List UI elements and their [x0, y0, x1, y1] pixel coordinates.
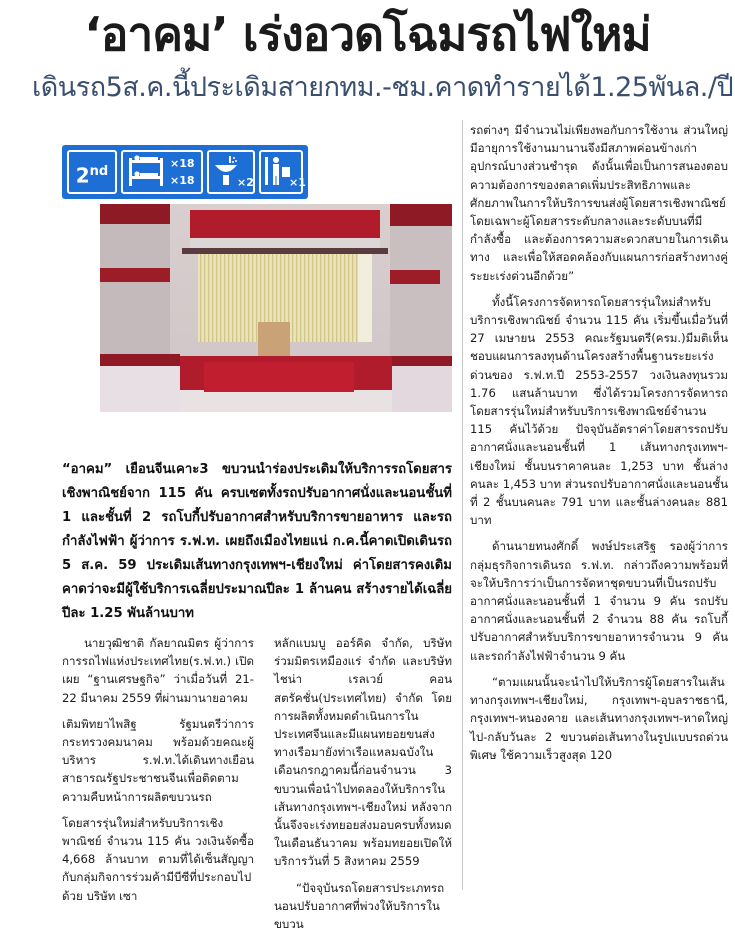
paragraph: เติมพิทยาไพสิฐ รัฐมนตรีว่าการกระทรวงคมนาคม พร้อมด้วยคณะผู้บริหาร ร.ฟ.ท.ได้เดินทางเยือนสาธารณรัฐประชาชนจีนเพื่อติดตามความคืบหน้าการผลิตขบวนรถ — [62, 716, 254, 804]
restroom-count: ×1 — [289, 176, 306, 189]
washbasin-count: ×2 — [237, 176, 254, 189]
lede-text: เยือนจีนเคาะ3 ขบวนนำร่องประเดิมให้บริการรถโดยสารเชิงพาณิชย์จาก 115 คัน ครบเซตทั้งรถปรับอากาศนั่งและนอนชั้นที่ 1 และชั้นที่ 2 รถโบกี้ปรับอากาศสำหรับบริการขายอาหาร และรถกำลังไฟฟ้า ผู้ว่าการ ร.ฟ.ท. เผยถึงเมืองไทยแน่ ก.ค.นี้คาดเปิดเดินรถ 5 ส.ค. 59 ประเดิมเส้นทางกรุงเทพฯ-เชียงใหม่ ค่าโดยสารคงเดิม คาดว่าจะมีผู้ใช้บริการเฉลี่ยประมาณปีละ 1 ล้านคน สร้างรายได้เฉลี่ยปีละ 1.25 พันล้านบาท — [62, 462, 452, 621]
paragraph: หลักแบมบู ออร์คิด จำกัด, บริษัท ร่วมมิตรเหมืองแร่ จำกัด และบริษัท ไชน่า เรลเวย์ คอนสตรัคชั่น(ประเทศไทย) จำกัด โดยการผลิตทั้งหมดดำเนินการในประเทศจีนและมีแผนทยอยขนส่งทางเรือมายังท่าเรือแหลมฉบังในเดือนกรกฎาคมนี้ก่อนจำนวน 3 ขบวนเพื่อนำไปทดลองให้บริการในเส้นทางกรุงเทพฯ-เชียงใหม่ หลังจากนั้นจึงจะเร่งทยอยส่งมอบครบทั้งหมดในเดือนธันวาคม พร้อมทยอยเปิดให้บริการวันที่ 5 สิงหาคม 2559 — [274, 636, 452, 869]
train-interior-photo — [100, 204, 452, 412]
paragraph: นายวุฒิชาติ กัลยาณมิตร ผู้ว่าการการรถไฟแห่งประเทศไทย(ร.ฟ.ท.) เปิดเผย “ฐานเศรษฐกิจ” ว่าเมื่อวันที่ 21-22 มีนาคม 2559 ที่ผ่านมานายอาคม — [62, 636, 254, 705]
paragraph: “ตามแผนนั้นจะนำไปให้บริการผู้โดยสารในเส้นทางกรุงเทพฯ-เชียงใหม่, กรุงเทพฯ-อุบลราชธานี, กรุงเทพฯ-หนองคาย และเส้นทางกรุงเทพฯ-หาดใหญ่ ไป-กลับวันละ 2 ขบวนต่อเส้นทางในรูปแบบรถด่วนพิเศษ ใช้ความเร็วสูงสุด 120 — [470, 674, 728, 762]
paragraph: ทั้งนี้โครงการจัดหารถโดยสารรุ่นใหม่สำหรับบริการเชิงพาณิชย์ จำนวน 115 คัน เริ่มขึ้นเมื่อวันที่ 27 เมษายน 2553 คณะรัฐมนตรี(ครม.)มีมติเห็นชอบแผนการลงทุนด้านโครงสร้างพื้นฐานระยะเร่งด่วนของ ร.ฟ.ท.ปี 2553-2557 วงเงินลงทุนรวม 1.76 แสนล้านบาท ซึ่งได้รวมโครงการจัดหารถโดยสารรุ่นใหม่สำหรับบริการเชิงพาณิชย์จำนวน 115 คันไว้ด้วย ปัจจุบันอัตราค่าโดยสารรถปรับอากาศนั่งและนอนชั้นที่ 1 เส้นทางกรุงเทพฯ-เชียงใหม่ ชั้นบนราคาคนละ 1,253 บาท ชั้นล่างคนละ 1,453 บาท ส่วนรถปรับอากาศนั่งและนอนชั้นที่ 2 ชั้นบนคนละ 791 บาท และชั้นล่างคนละ 881 บาท — [470, 294, 728, 528]
berth-icon — [121, 150, 203, 194]
paragraph: โดยสารรุ่นใหม่สำหรับบริการเชิงพาณิชย์ จำนวน 115 คัน วงเงินจัดซื้อ 4,668 ล้านบาท ตามที่ได้เซ็นสัญญากับกลุ่มกิจการร่วมค้ามีบีซีที่ประกอบไปด้วย บริษัท เซา — [62, 815, 254, 903]
subheadline: เดินรถ5ส.ค.นี้ประเดิมสายกทม.-ชม.คาดทำรายได้1.25พันล./ปี — [32, 72, 734, 103]
paragraph: รถต่างๆ มีจำนวนไม่เพียงพอกับการใช้งาน ส่วนใหญ่มีอายุการใช้งานมานานจึงมีสภาพค่อนข้างเก่า อุปกรณ์บางส่วนชำรุด ดังนั้นเพื่อเป็นการสนองตอบความต้องการของตลาดเพิ่มประสิทธิภาพและศักยภาพในการให้บริการขนส่งผู้โดยสารเชิงพาณิชย์ โดยเฉพาะผู้โดยสารระดับกลางและระดับบนที่มีกำลังซื้อ และต้องการความสะดวกสบายในการเดินทาง และเพื่อให้สอดคล้องกับแผนการก่อสร้างทางคู่ระยะเร่งด่วนอีกด้วย” — [470, 123, 728, 283]
headline: ‘อาคม’ เร่งอวดโฉมรถไฟใหม่ — [84, 7, 651, 61]
second-class-badge — [67, 150, 117, 194]
paragraph: “ปัจจุบันรถโดยสารประเภทรถนอนปรับอากาศที่พ่วงให้บริการในขบวน — [274, 880, 445, 932]
column-divider — [462, 120, 463, 890]
class-label: 2 — [75, 163, 90, 188]
paragraph: ด้านนายทนงศักดิ์ พงษ์ประเสริฐ รองผู้ว่าการกลุ่มธุรกิจการเดินรถ ร.ฟ.ท. กล่าวถึงความพร้อมที่จะให้บริการว่าเป็นการจัดหาชุดขบวนที่เป็นรถปรับอากาศนั่งและนอนชั้นที่ 1 จำนวน 9 คัน รถปรับอากาศนั่งและนอนชั้นที่ 2 จำนวน 88 คัน รถโบกี้ปรับอากาศสำหรับบริการขายอาหารจำนวน 9 คัน และรถกำลังไฟฟ้าจำนวน 9 คัน — [470, 539, 728, 663]
class-sup: nd — [89, 164, 109, 179]
body-column-right — [470, 121, 728, 772]
lower-berth-count: ×18 — [170, 174, 195, 187]
amenity-icon-bar — [62, 145, 308, 199]
body-column-a — [62, 634, 254, 913]
upper-berth-count: ×18 — [170, 157, 195, 170]
lede-brand: “อาคม” — [62, 462, 113, 477]
washbasin-icon — [207, 150, 255, 194]
restroom-icon — [259, 150, 306, 194]
lede-paragraph — [62, 458, 452, 626]
body-column-b — [274, 634, 452, 941]
